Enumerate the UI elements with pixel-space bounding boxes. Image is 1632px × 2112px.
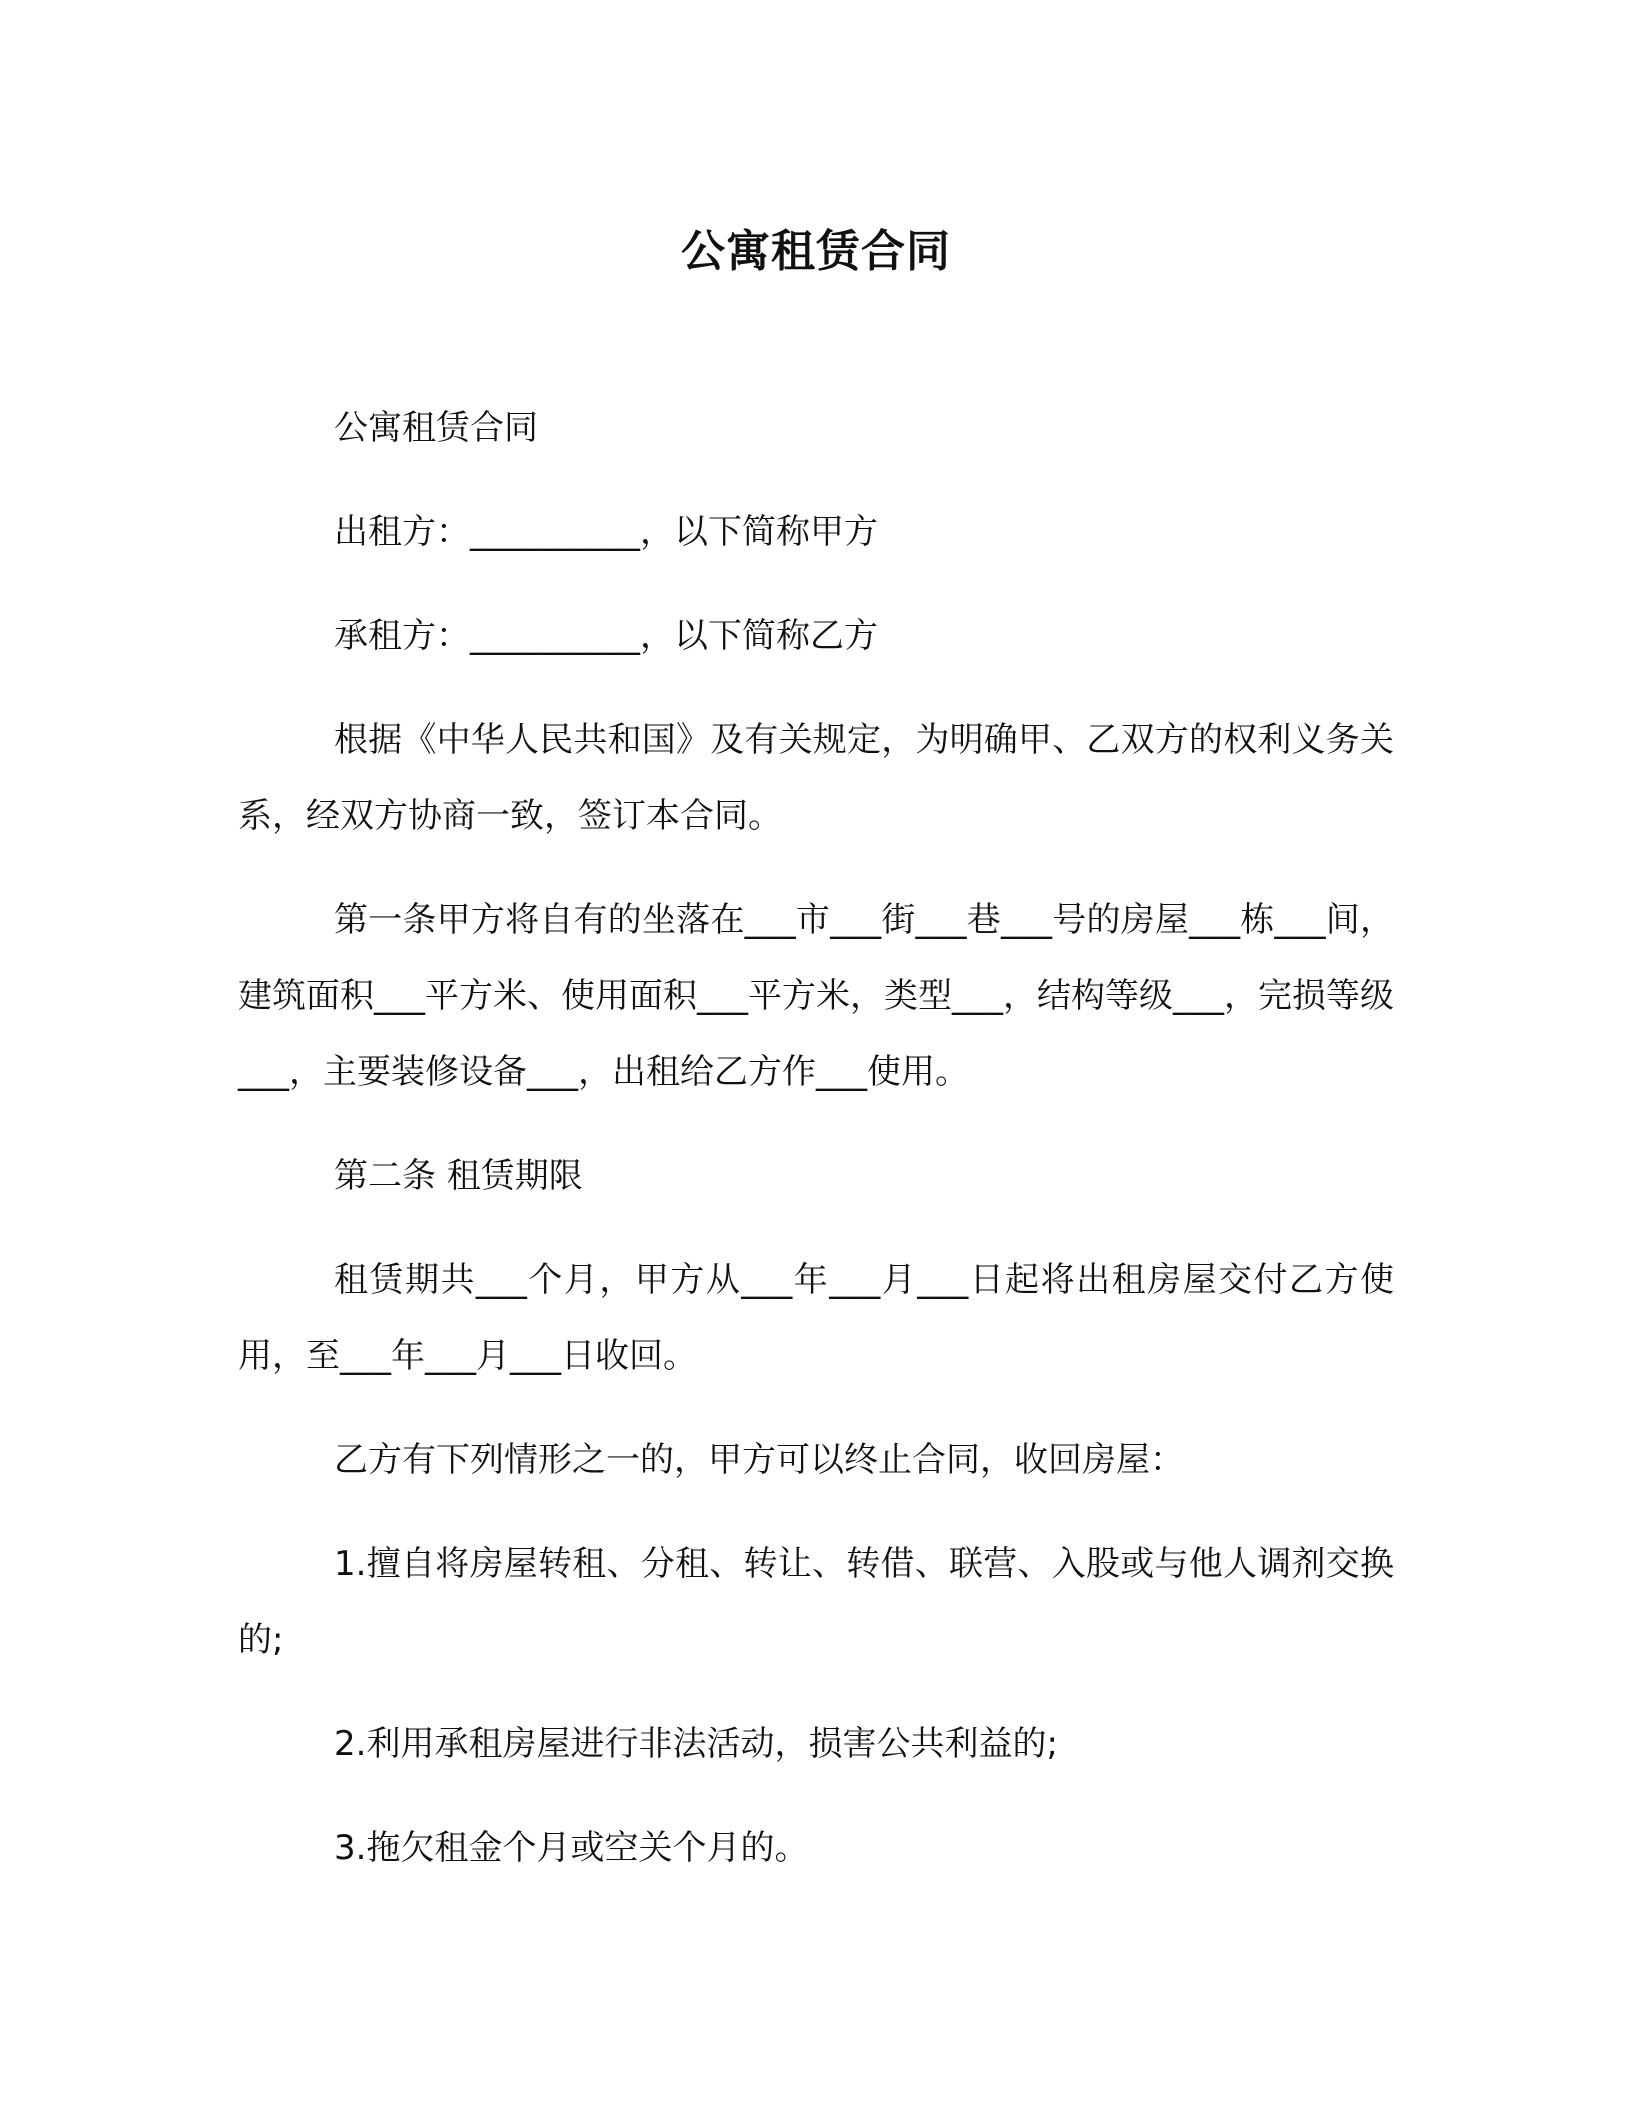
paragraph-condition-1: 1.擅自将房屋转租、分租、转让、转借、联营、入股或与他人调剂交换的;	[238, 1544, 1394, 1660]
paragraph-subtitle: 公寓租赁合同	[334, 408, 538, 448]
paragraph-article-2-heading: 第二条 租赁期限	[334, 1156, 583, 1196]
document-title: 公寓租赁合同	[681, 226, 951, 277]
paragraph-lessor: 出租方：__________，以下简称甲方	[334, 512, 878, 552]
paragraph-lessee: 承租方：__________，以下简称乙方	[334, 616, 878, 656]
paragraph-lease-term: 租赁期共___个月，甲方从___年___月___日起将出租房屋交付乙方使用，至___年___月___日收回。	[238, 1260, 1394, 1376]
paragraph-article-1: 第一条甲方将自有的坐落在___市___街___巷___号的房屋___栋___间，建筑面积___平方米、使用面积___平方米，类型___，结构等级___，完损等级___，主要装修设备___，出租给乙方作___使用。	[238, 900, 1394, 1092]
paragraph-preamble: 根据《中华人民共和国》及有关规定，为明确甲、乙双方的权利义务关系，经双方协商一致，签订本合同。	[238, 720, 1394, 836]
document-body	[238, 390, 1394, 1914]
paragraph-condition-2: 2.利用承租房屋进行非法活动，损害公共利益的;	[334, 1724, 1058, 1764]
paragraph-condition-3: 3.拖欠租金个月或空关个月的。	[334, 1828, 809, 1868]
paragraph-termination-conditions: 乙方有下列情形之一的，甲方可以终止合同，收回房屋：	[334, 1440, 1184, 1480]
